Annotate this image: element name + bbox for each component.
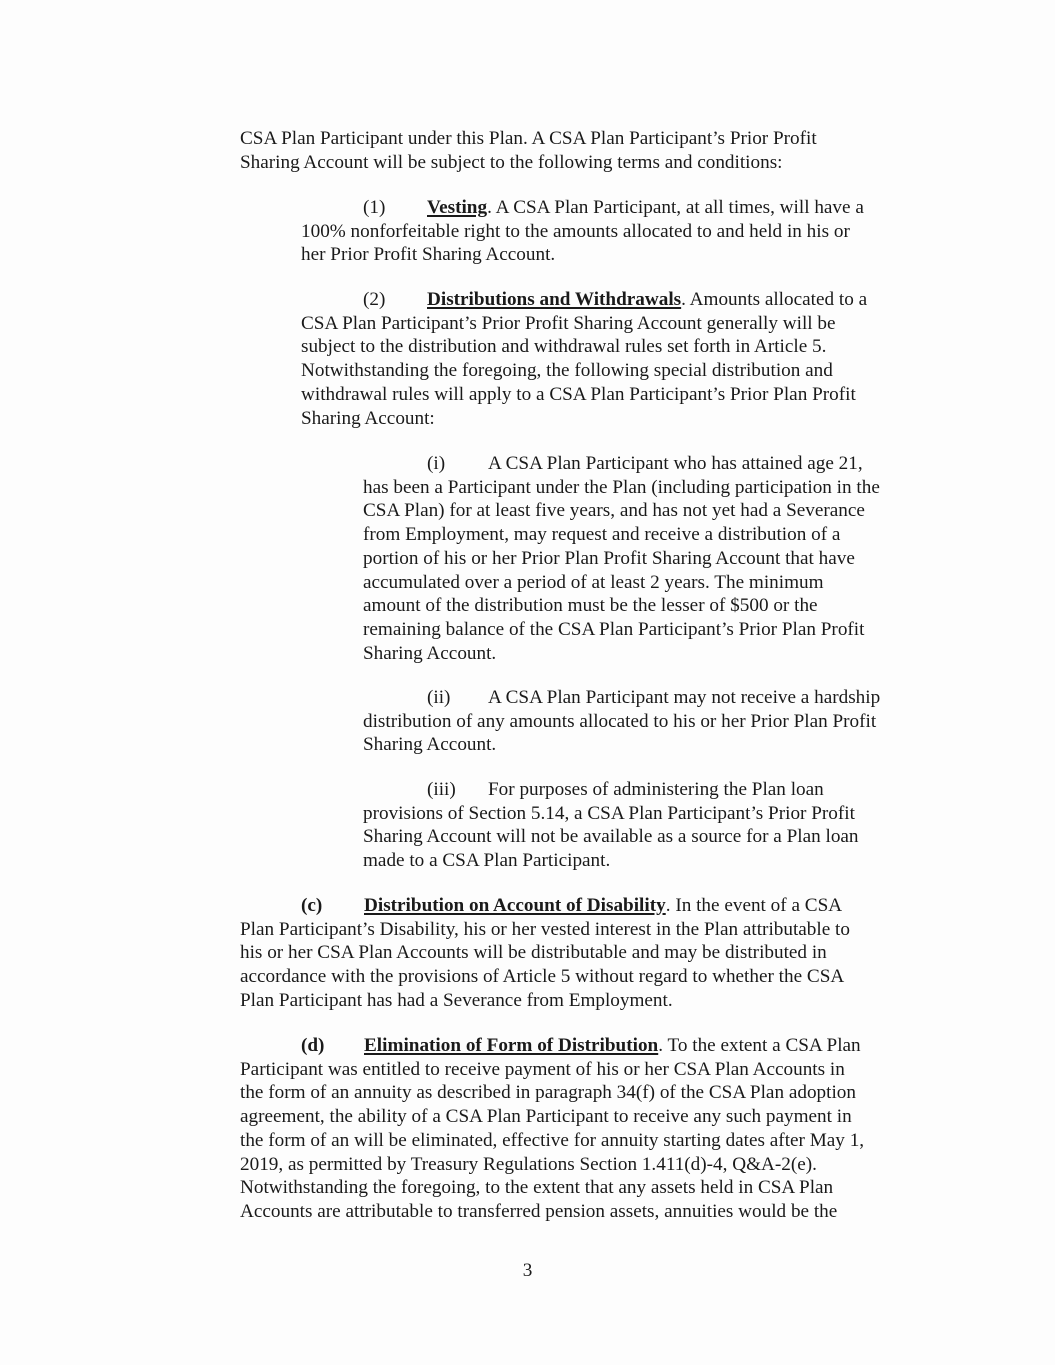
- subitem-i: [363, 452, 880, 665]
- text-line: CSA Plan Participant under this Plan. A CSA Plan Participant’s Prior Profit: [240, 128, 817, 149]
- text-span: For purposes of administering the Plan loan: [488, 779, 824, 800]
- text-line: provisions of Section 5.14, a CSA Plan Participant’s Prior Profit: [363, 802, 855, 824]
- text-line: his or her CSA Plan Accounts will be distributable and may be distributed in: [240, 942, 827, 964]
- subitem-ii: [363, 686, 880, 757]
- text-line: withdrawal rules will apply to a CSA Plan Participant’s Prior Plan Profit: [301, 383, 856, 405]
- text-line: accordance with the provisions of Article 5 without regard to whether the CSA: [240, 966, 845, 988]
- text-span: A CSA Plan Participant who has attained age 21,: [488, 453, 863, 474]
- text-span: . Amounts allocated to a: [681, 289, 868, 310]
- text-span: . A CSA Plan Participant, at all times, will have a: [487, 197, 864, 218]
- section-heading: Distribution on Account of Disability: [364, 895, 666, 916]
- text-line: her Prior Profit Sharing Account.: [301, 244, 556, 266]
- item-heading: Vesting: [427, 197, 488, 218]
- item-number: (1): [363, 197, 386, 218]
- text-line: has been a Participant under the Plan (including participation in the: [363, 476, 880, 498]
- item-number: (2): [363, 289, 386, 310]
- text-line: portion of his or her Prior Plan Profit Sharing Account that have: [363, 547, 855, 569]
- subitem-number: (ii): [427, 687, 451, 708]
- text-line: Sharing Account:: [301, 407, 435, 429]
- section-number: (c): [301, 895, 323, 916]
- item-heading: Distributions and Withdrawals: [427, 289, 682, 310]
- text-span: A CSA Plan Participant may not receive a hardship: [488, 687, 881, 708]
- text-line: Plan Participant’s Disability, his or her vested interest in the Plan attributable to: [240, 918, 850, 940]
- item-2-distributions: [301, 288, 867, 430]
- text-span: . In the event of a CSA: [665, 895, 843, 916]
- text-line: Notwithstanding the foregoing, the following special distribution and: [301, 360, 833, 382]
- text-line: 100% nonforfeitable right to the amounts allocated to and held in his or: [301, 220, 850, 242]
- text-line: made to a CSA Plan Participant.: [363, 850, 611, 872]
- text-line: amount of the distribution must be the lesser of $500 or the: [363, 595, 818, 617]
- text-line: from Employment, may request and receive a distribution of a: [363, 524, 841, 546]
- text-line: Accounts are attributable to transferred pension assets, annuities would be the: [240, 1200, 838, 1222]
- intro-paragraph: [240, 127, 817, 174]
- page-number: 3: [522, 1260, 533, 1281]
- text-line: Sharing Account will not be available as a source for a Plan loan: [363, 826, 859, 848]
- text-line: 2019, as permitted by Treasury Regulations Section 1.411(d)-4, Q&A-2(e).: [240, 1153, 817, 1175]
- text-line: accumulated over a period of at least 2 years. The minimum: [363, 571, 824, 593]
- section-heading: Elimination of Form of Distribution: [364, 1035, 659, 1056]
- subitem-number: (iii): [427, 779, 456, 800]
- section-d-elimination: [240, 1034, 864, 1224]
- text-line: distribution of any amounts allocated to his or her Prior Plan Profit: [363, 710, 877, 732]
- text-line: Plan Participant has had a Severance from Employment.: [240, 989, 673, 1011]
- subitem-number: (i): [427, 453, 446, 474]
- item-1-vesting: [301, 196, 864, 267]
- text-line: the form of an will be eliminated, effective for annuity starting dates after May 1,: [240, 1129, 865, 1151]
- section-number: (d): [301, 1035, 325, 1056]
- text-line: remaining balance of the CSA Plan Participant’s Prior Plan Profit: [363, 618, 865, 640]
- text-line: Notwithstanding the foregoing, to the extent that any assets held in CSA Plan: [240, 1177, 834, 1199]
- subitem-iii: [363, 778, 859, 873]
- text-line: agreement, the ability of a CSA Plan Participant to receive any such payment in: [240, 1106, 852, 1128]
- text-line: Sharing Account will be subject to the following terms and conditions:: [240, 151, 783, 173]
- text-line: Sharing Account.: [363, 642, 497, 664]
- text-line: subject to the distribution and withdrawal rules set forth in Article 5.: [301, 336, 827, 358]
- section-c-disability: [240, 894, 850, 1013]
- text-line: Sharing Account.: [363, 734, 497, 756]
- text-line: CSA Plan Participant’s Prior Profit Sharing Account generally will be: [301, 312, 836, 334]
- text-line: Participant was entitled to receive payment of his or her CSA Plan Accounts in: [240, 1058, 845, 1080]
- text-line: CSA Plan) for at least five years, and has not yet had a Severance: [363, 500, 865, 522]
- text-line: the form of an annuity as described in paragraph 34(f) of the CSA Plan adoption: [240, 1082, 856, 1104]
- text-span: . To the extent a CSA Plan: [658, 1035, 861, 1056]
